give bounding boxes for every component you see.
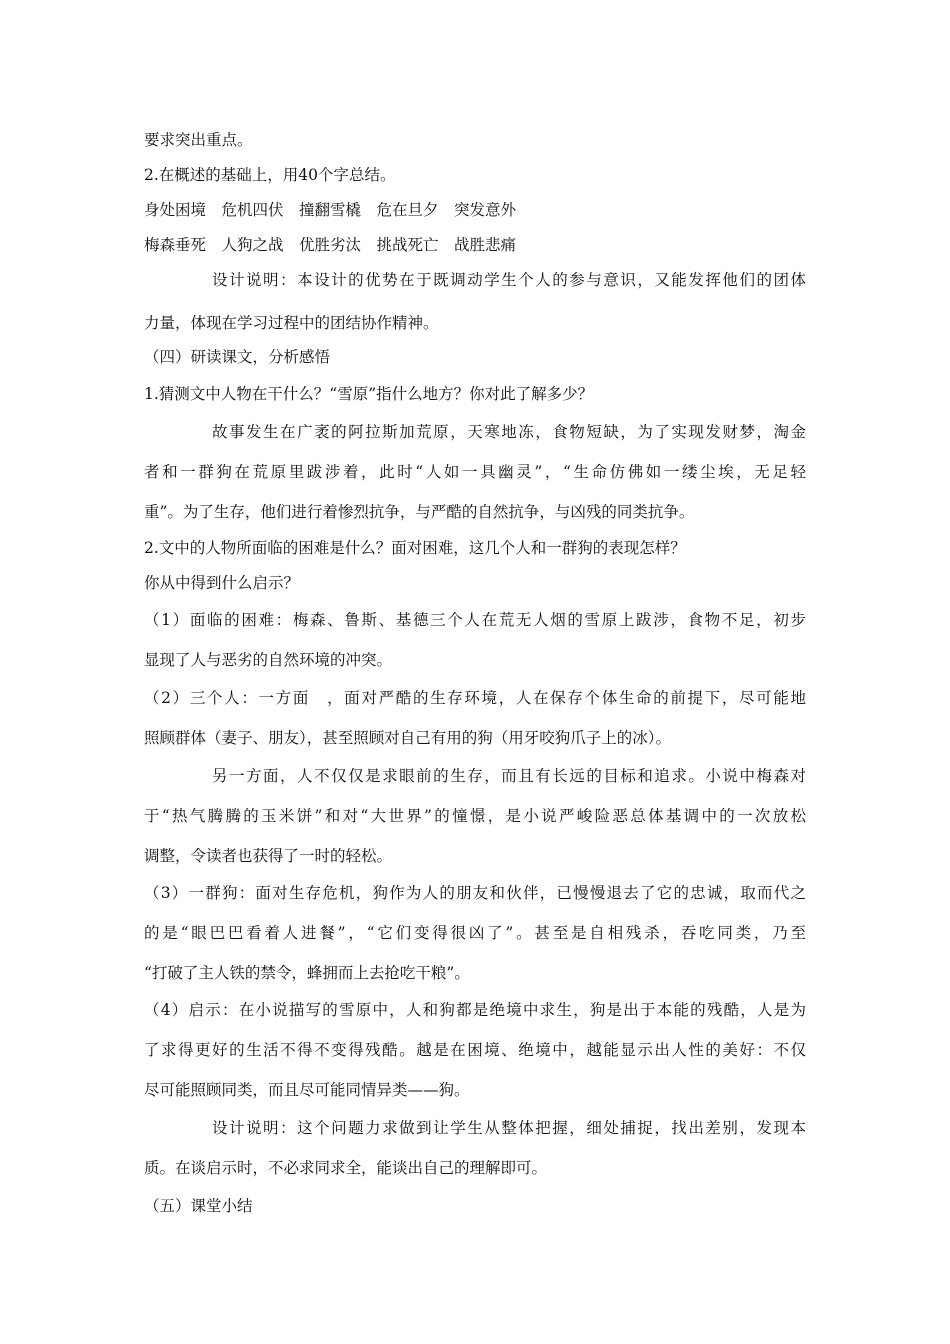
text-line: 身处困境 危机四伏 撞翻雪橇 危在旦夕 突发意外 xyxy=(144,201,517,219)
text-line: 要求突出重点。 xyxy=(144,131,253,149)
text-line: 质。在谈启示时，不必求同求全，能谈出自己的理解即可。 xyxy=(144,1159,548,1177)
text-line: 者和一群狗在荒原里跋涉着，此时“人如一具幽灵”，“生命仿佛如一缕尘埃，无足轻 xyxy=(144,463,806,481)
text-line: 另一方面，人不仅仅是求眼前的生存，而且有长远的目标和追求。小说中梅森对 xyxy=(212,767,806,785)
text-line: “打破了主人铁的禁令，蜂拥而上去抢吃干粮”。 xyxy=(144,964,470,982)
text-line: 照顾群体（妻子、朋友），甚至照顾对自己有用的狗（用牙咬狗爪子上的冰）。 xyxy=(144,729,672,747)
text-line: 故事发生在广袤的阿拉斯加荒原，天寒地冻，食物短缺，为了实现发财梦，淘金 xyxy=(212,423,806,441)
section-heading: （五）课堂小结 xyxy=(144,1197,253,1215)
text-line: 2.在概述的基础上，用40个字总结。 xyxy=(144,166,396,184)
text-line: （3）一群狗：面对生存危机，狗作为人的朋友和伙伴，已慢慢退去了它的忠诚，取而代之 xyxy=(144,884,806,902)
text-line: 设计说明：本设计的优势在于既调动学生个人的参与意识，又能发挥他们的团体 xyxy=(212,271,806,289)
text-line: 尽可能照顾同类，而且尽可能同情异类——狗。 xyxy=(144,1081,470,1099)
text-line: 1.猜测文中人物在干什么？“雪原”指什么地方？你对此了解多少？ xyxy=(144,385,594,403)
section-heading: （四）研读课文，分析感悟 xyxy=(144,348,331,366)
text-line: 梅森垂死 人狗之战 优胜劣汰 挑战死亡 战胜悲痛 xyxy=(144,236,517,254)
text-line: （2）三个人：一方面 ，面对严酷的生存环境，人在保存个体生命的前提下，尽可能地 xyxy=(144,689,806,707)
text-line: 显现了人与恶劣的自然环境的冲突。 xyxy=(144,651,393,669)
text-line: （4）启示：在小说描写的雪原中，人和狗都是绝境中求生，狗是出于本能的残酷，人是为 xyxy=(144,1001,806,1019)
text-line: 了求得更好的生活不得不变得残酷。越是在困境、绝境中，越能显示出人性的美好：不仅 xyxy=(144,1041,806,1059)
text-line: 的是“眼巴巴看着人进餐”，“它们变得很凶了”。甚至是自相残杀，吞吃同类，乃至 xyxy=(144,924,806,942)
text-line: 于“热气腾腾的玉米饼”和对“大世界”的憧憬，是小说严峻险恶总体基调中的一次放松 xyxy=(144,807,806,825)
text-line: 调整，令读者也获得了一时的轻松。 xyxy=(144,847,393,865)
text-line: 设计说明：这个问题力求做到让学生从整体把握，细处捕捉，找出差别，发现本 xyxy=(212,1119,806,1137)
text-line: 2.文中的人物所面临的困难是什么？面对困难，这几个人和一群狗的表现怎样？ xyxy=(144,539,686,557)
text-line: 你从中得到什么启示？ xyxy=(144,574,300,592)
text-line: （1）面临的困难：梅森、鲁斯、基德三个人在荒无人烟的雪原上跋涉，食物不足，初步 xyxy=(144,611,806,629)
text-line: 力量，体现在学习过程中的团结协作精神。 xyxy=(144,314,439,332)
text-line: 重”。为了生存，他们进行着惨烈抗争，与严酷的自然抗争，与凶残的同类抗争。 xyxy=(144,503,695,521)
